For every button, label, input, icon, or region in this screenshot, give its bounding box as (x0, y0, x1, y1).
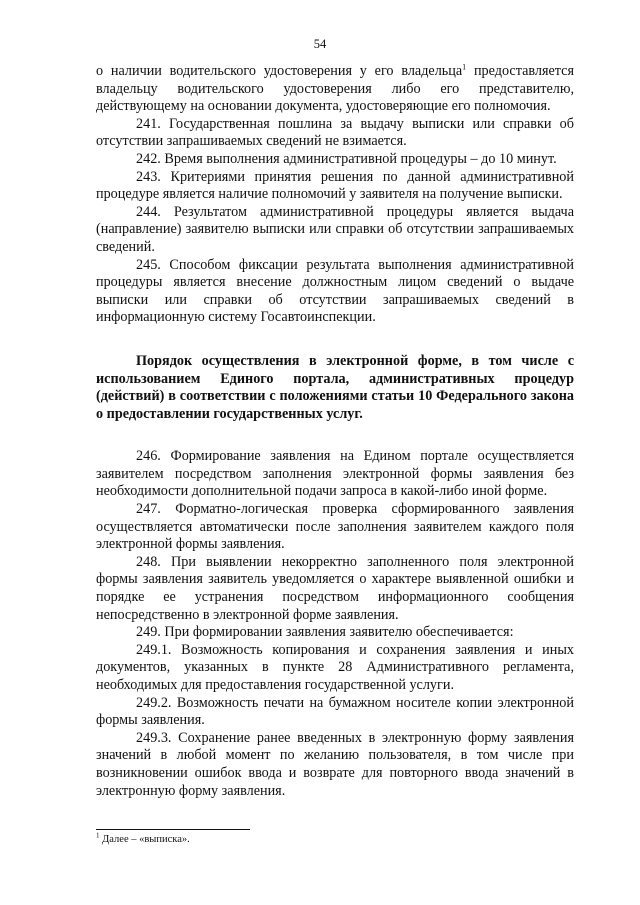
paragraph-246: 246. Формирование заявления на Едином портале осуществляется заявителем посредством заполнения электронной формы заявления без необходимости дополнительной подачи запроса в какой-либо иной форме. (96, 448, 574, 500)
paragraph-249-2: 249.2. Возможность печати на бумажном носителе копии электронной формы заявления. (96, 694, 574, 729)
footnote (96, 831, 574, 845)
page-number: 54 (313, 37, 327, 51)
paragraph-248: 248. При выявлении некорректно заполненного поля электронной формы заявления заявитель уведомляется о характере выявленной ошибки и порядке ее устранения посредством информационного сообщения непосредственно в электронной форме заявления. (96, 553, 574, 623)
paragraph-245: 245. Способом фиксации результата выполнения административной процедуры является внесение должностным лицом сведений о выдаче выписки или справки об отсутствии запрашиваемых сведений в информационную систему Госавтоинспекции. (96, 256, 574, 326)
footnote-marker: 1 (462, 62, 467, 72)
section-heading: Порядок осуществления в электронной форме, в том числе с использованием Единого портала, административных процедур (действий) в соответствии с положениями статьи 10 Федерального закона о предоставлении государственных услуг. (96, 352, 574, 422)
footnote-divider (96, 829, 250, 830)
paragraph-247: 247. Форматно-логическая проверка сформированного заявления осуществляется автоматически после заполнения заявителем каждого поля электронной формы заявления. (96, 501, 574, 553)
footnote-number: 1 (96, 831, 100, 840)
paragraph-249: 249. При формировании заявления заявителю обеспечивается: (136, 624, 514, 641)
paragraph-244: 244. Результатом административной процедуры является выдача (направление) заявителю выписки или справки об отсутствии запрашиваемых сведений. (96, 203, 574, 255)
paragraph-249-3: 249.3. Сохранение ранее введенных в электронную форму заявления значений в любой момент по желанию пользователя, в том числе при возникновении ошибок ввода и возврате для повторного ввода значений в электронную форму заявления. (96, 729, 574, 799)
body-text (96, 63, 574, 800)
footnote-text: Далее – «выписка». (99, 834, 190, 845)
paragraph-243: 243. Критериями принятия решения по данной административной процедуре является наличие полномочий у заявителя на получение выписки. (96, 168, 574, 203)
paragraph-text: предоставляется владельцу водительского удостоверения либо его представителю, действующему на основании документа, удостоверяющие его полномочия. (96, 63, 574, 115)
paragraph-241: 241. Государственная пошлина за выдачу выписки или справки об отсутствии запрашиваемых сведений не взимается. (96, 115, 574, 150)
paragraph-249-1: 249.1. Возможность копирования и сохранения заявления и иных документов, указанных в пункте 28 Административного регламента, необходимых для предоставления государственной услуги. (96, 641, 574, 693)
paragraph-continuation (96, 63, 574, 116)
paragraph-242: 242. Время выполнения административной процедуры – до 10 минут. (136, 150, 557, 167)
paragraph-text: о наличии водительского удостоверения у его владельца (96, 63, 463, 79)
